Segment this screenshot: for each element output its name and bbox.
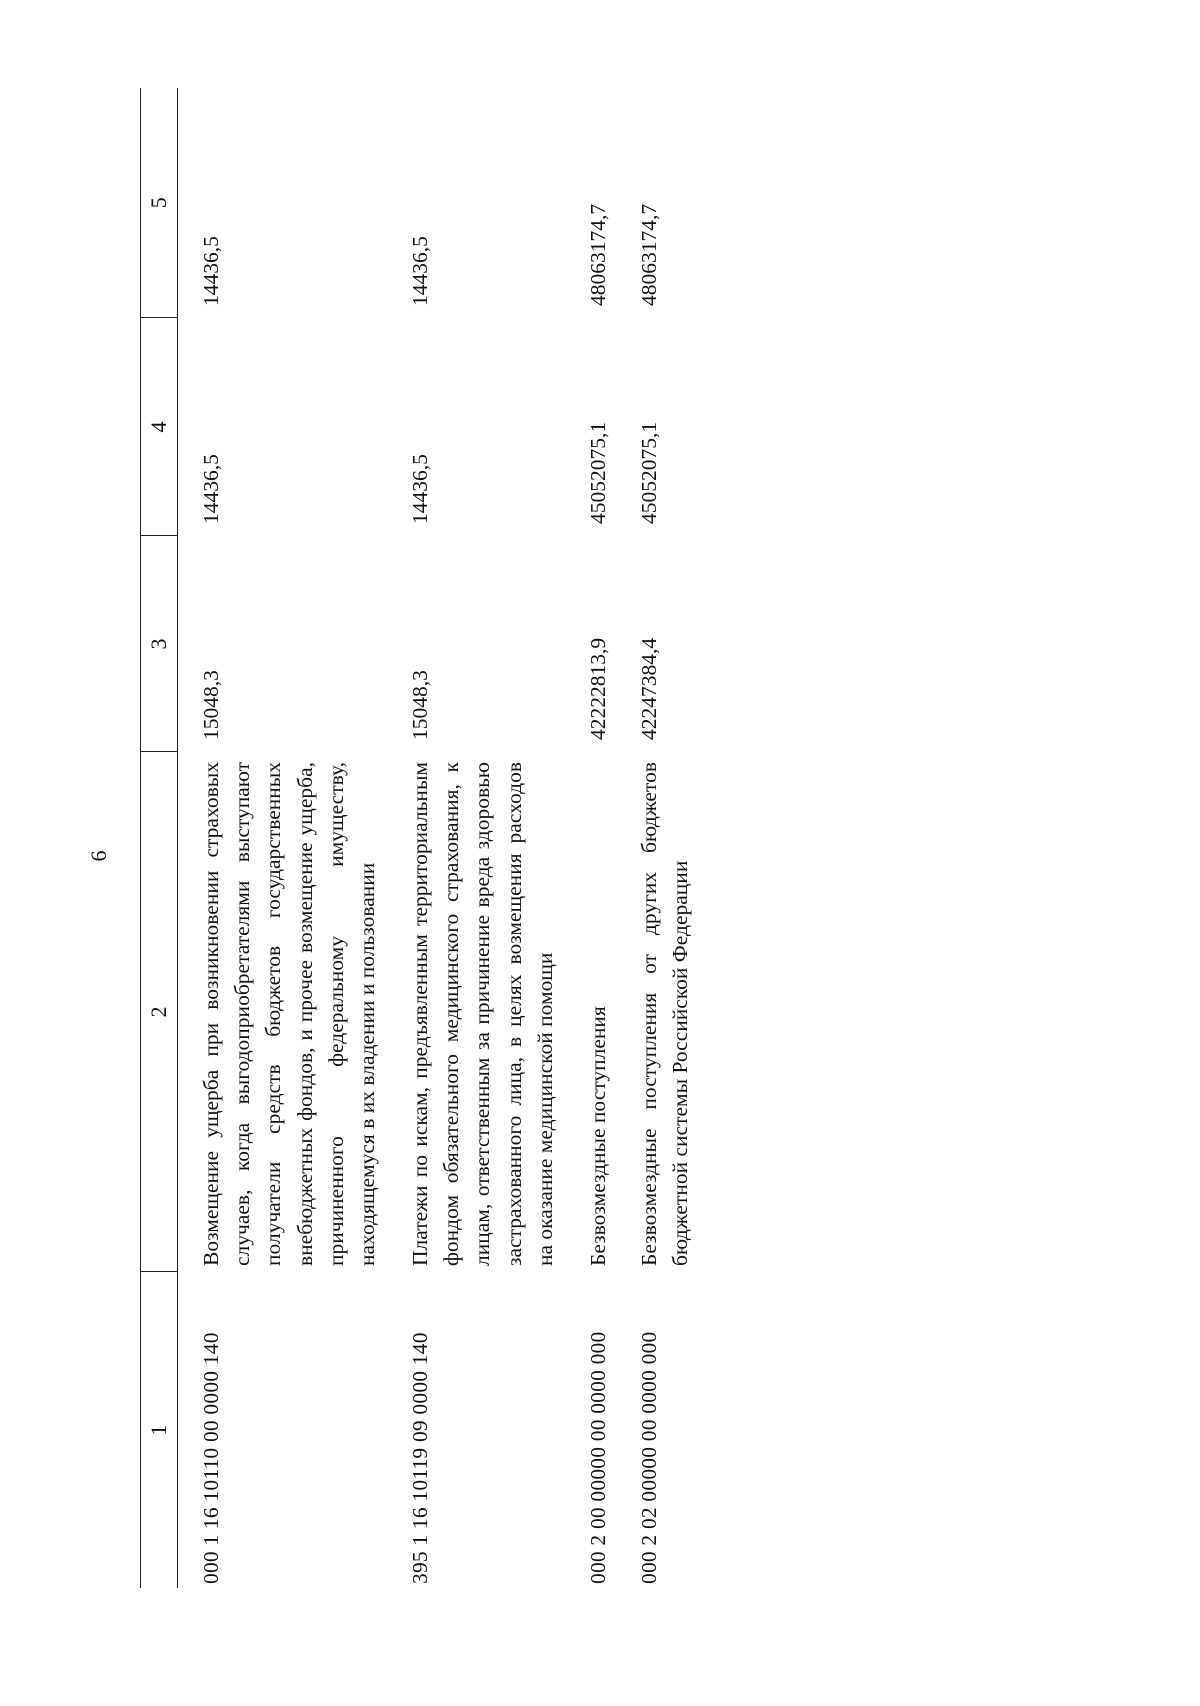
value-col-3: 42222813,9 — [585, 637, 610, 740]
table-header — [141, 88, 178, 1588]
header-col-3: 3 — [141, 536, 178, 752]
budget-code: 395 1 16 10119 09 0000 140 — [408, 1332, 433, 1584]
value-col-3: 15048,3 — [408, 670, 433, 740]
value-col-4: 45052075,1 — [637, 421, 662, 524]
revenue-table — [140, 88, 718, 1588]
table-row — [634, 88, 718, 1588]
row-description: Безвозмездные поступления — [585, 1006, 610, 1266]
row-description: Безвозмездные поступления от других бюджетов бюджетной системы Российской Федерации — [637, 762, 693, 1266]
value-col-5: 14436,5 — [408, 236, 433, 306]
header-col-5: 5 — [141, 88, 178, 318]
header-col-2: 2 — [141, 752, 178, 1272]
value-col-4: 14436,5 — [199, 454, 223, 524]
value-col-5: 48063174,7 — [637, 203, 662, 306]
row-description: Платежи по искам, предъявленным территориальным фондом обязательного медицинского страхования, к лицам, ответственным за причинение вреда здоровью застрахованного лица, в целях возмещения расходов на оказание медицинской помощи — [408, 762, 557, 1266]
table-row — [583, 88, 634, 1588]
value-col-4: 45052075,1 — [585, 421, 610, 524]
table-body — [178, 88, 719, 1588]
budget-code: 000 2 00 00000 00 0000 000 — [585, 1331, 610, 1584]
table-row — [178, 88, 406, 1588]
value-col-3: 42247384,4 — [637, 637, 662, 740]
header-col-1: 1 — [141, 1272, 178, 1588]
value-col-5: 14436,5 — [199, 236, 223, 306]
row-description: Возмещение ущерба при возникновении страховых случаев, когда выгодоприобретателями выступают получатели средств бюджетов государственных внебюджетных фондов, и прочее возмещение ущерба, причиненного федеральному имуществу, находящемуся в их владении и пользовании — [199, 762, 379, 1266]
value-col-4: 14436,5 — [408, 454, 433, 524]
budget-code: 000 1 16 10110 00 0000 140 — [199, 1332, 223, 1584]
table-row — [405, 88, 583, 1588]
header-row — [141, 88, 178, 1588]
header-col-4: 4 — [141, 318, 178, 536]
value-col-3: 15048,3 — [199, 670, 223, 740]
budget-code: 000 2 02 00000 00 0000 000 — [637, 1331, 662, 1584]
value-col-5: 48063174,7 — [585, 203, 610, 306]
page-number: 6 — [86, 850, 111, 862]
